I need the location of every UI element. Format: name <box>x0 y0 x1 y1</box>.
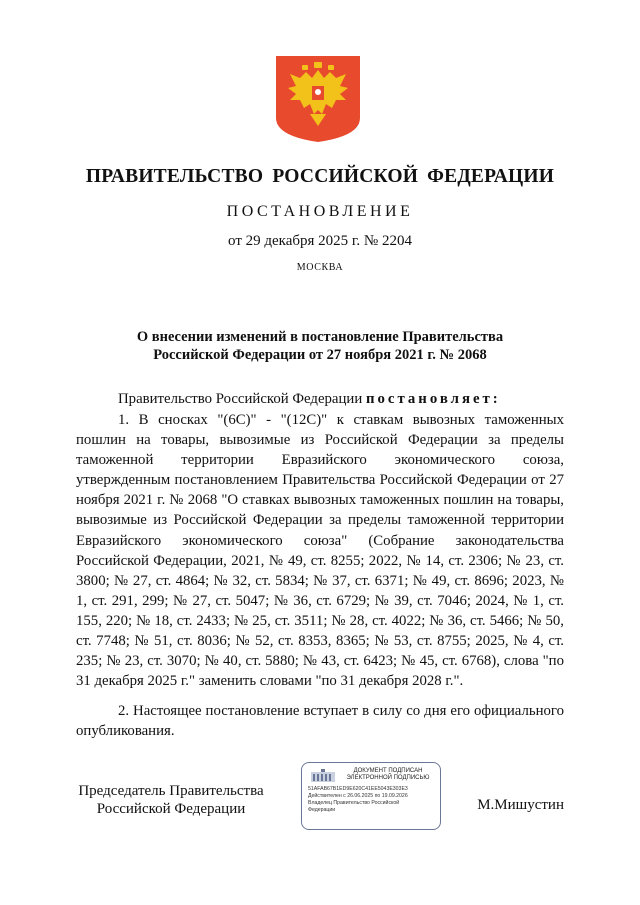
stamp-heading <box>340 768 436 782</box>
document-date-number: от 29 декабря 2025 г. № 2204 <box>228 233 412 249</box>
stamp-owner-line-1: Владелец Правительство Российской <box>308 800 400 806</box>
signer-position <box>76 782 266 818</box>
document-subject <box>0 328 640 364</box>
coat-of-arms-emblem <box>276 56 360 142</box>
paragraph-item-2: 2. Настоящее постановление вступает в силу со дня его официального опубликования. <box>76 703 564 740</box>
signer-name: М.Мишустин <box>477 797 564 813</box>
preamble-decree-word: постановляет: <box>365 391 501 407</box>
document-city: МОСКВА <box>296 262 344 273</box>
preamble-lead: Правительство Российской Федерации <box>118 391 366 407</box>
subject-line-1: О внесении изменений в постановление Правительства <box>136 329 504 345</box>
document-type: ПОСТАНОВЛЕНИЕ <box>226 203 414 220</box>
paragraph-item-1: 1. В сносках "(6С)" - "(12С)" к ставкам вывозных таможенных пошлин на товары, вывозимые из Российской Федерации за пределы таможенной территории Евразийского экономического союза, утвержденным постановлением Правительства Российской Федерации от 27 ноября 2021 г. № 2068 "О ставках вывозных таможенных пошлин на товары, вывозимые из Российской Федерации за пределы таможенной территории Евразийского экономического союза" (Собрание законодательства Российской Федерации, 2021, № 49, ст. 8255; 2022, № 14, ст. 2306; № 23, ст. 3800; № 27, ст. 4864; № 32, ст. 5834; № 37, ст. 6371; № 49, ст. 8696; 2023, № 1, ст. 291, 299; № 27, ст. 5047; № 36, ст. 6729; № 39, ст. 7046; 2024, № 1, ст. 155, 220; № 18, ст. 2433; № 25, ст. 3511; № 28, ст. 4022; № 36, ст. 5466; № 50, ст. 7748; № 51, ст. 8036; № 52, ст. 8353, 8365; № 53, ст. 8755; 2025, № 4, ст. 235; № 23, ст. 3070; № 40, ст. 5880; № 43, ст. 6423; № 45, ст. 6768), слова "по 31 декабря 2025 г." заменить словами "по 31 декабря 2028 г.". <box>76 412 564 690</box>
stamp-heading-line-2: ЭЛЕКТРОННОЙ ПОДПИСЬЮ <box>346 775 430 781</box>
electronic-signature-stamp <box>301 762 441 830</box>
stamp-owner-line-2: Федерации <box>308 807 336 813</box>
preamble <box>76 389 564 409</box>
stamp-details <box>308 786 438 814</box>
signer-position-line-2: Российской Федерации <box>96 801 246 817</box>
subject-line-2: Российской Федерации от 27 ноября 2021 г. № 2068 <box>153 347 487 363</box>
stamp-certificate: 51AFAB67B1ED9E620C41EE5043E303E3 <box>308 786 408 792</box>
government-title: ПРАВИТЕЛЬСТВО РОССИЙСКОЙ ФЕДЕРАЦИИ <box>85 166 555 187</box>
signer-position-line-1: Председатель Правительства <box>78 783 264 799</box>
government-building-icon <box>310 769 336 783</box>
stamp-heading-line-1: ДОКУМЕНТ ПОДПИСАН <box>353 768 423 774</box>
stamp-validity: Действителен с 26.06.2025 по 19.09.2026 <box>308 793 408 799</box>
